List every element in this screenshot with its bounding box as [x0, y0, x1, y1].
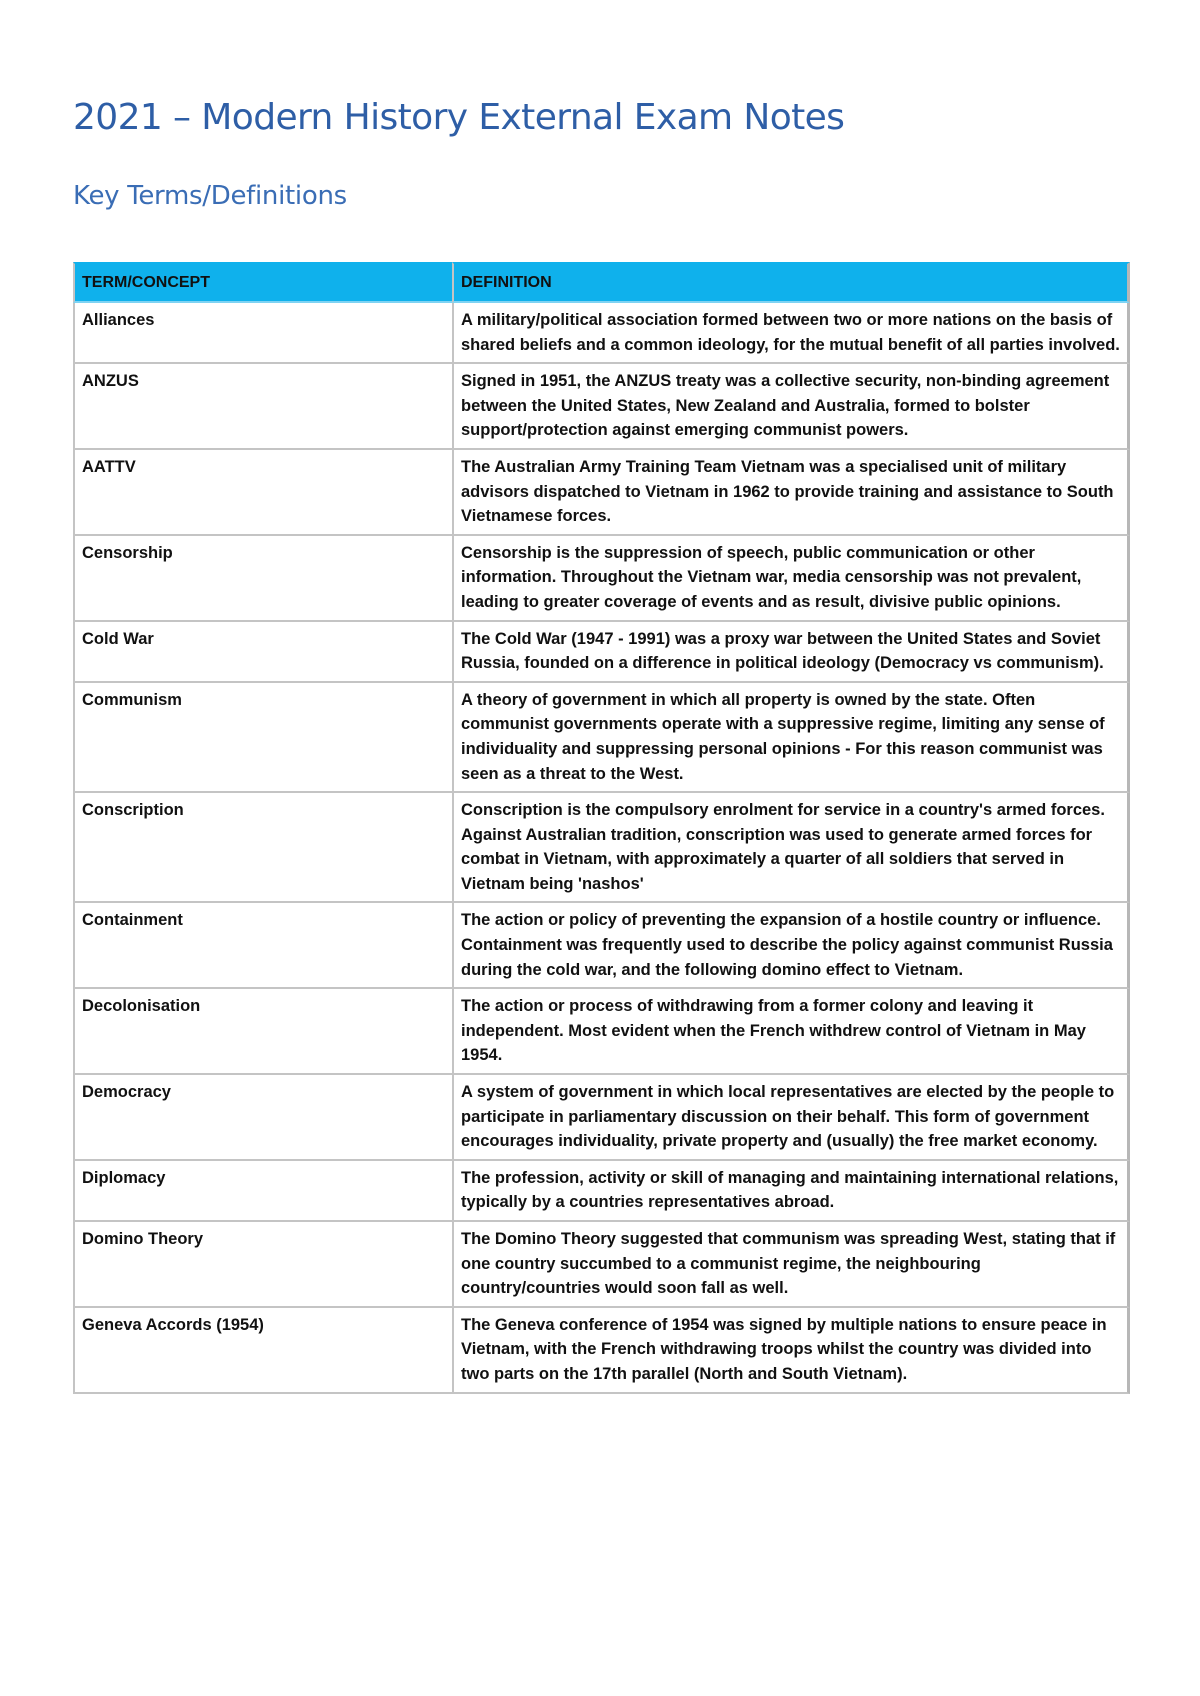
term-cell: Domino Theory [73, 1222, 452, 1308]
table-row [73, 1222, 1130, 1308]
term-cell: Alliances [73, 303, 452, 364]
section-subtitle: Key Terms/Definitions [73, 181, 347, 211]
definition-cell: The action or policy of preventing the expansion of a hostile country or influence. Containment was frequently used to describe the policy against communist Russia during the cold war, and the following domino effect to Vietnam. [452, 903, 1130, 989]
term-cell: Diplomacy [73, 1161, 452, 1222]
table-row [73, 683, 1130, 793]
definition-cell: A military/political association formed between two or more nations on the basis of shared beliefs and a common ideology, for the mutual benefit of all parties involved. [452, 303, 1130, 364]
table-row [73, 364, 1130, 450]
table-row [73, 450, 1130, 536]
terms-table [73, 262, 1130, 1394]
definition-cell: The Geneva conference of 1954 was signed by multiple nations to ensure peace in Vietnam, with the French withdrawing troops whilst the country was divided into two parts on the 17th parallel (North and South Vietnam). [452, 1308, 1130, 1394]
table-row [73, 1308, 1130, 1394]
term-cell: Containment [73, 903, 452, 989]
table-header-row [73, 262, 1130, 303]
page-title: 2021 – Modern History External Exam Notes [73, 97, 845, 138]
terms-table-body [73, 303, 1130, 1394]
definition-cell: The action or process of withdrawing from a former colony and leaving it independent. Most evident when the French withdrew control of Vietnam in May 1954. [452, 989, 1130, 1075]
table-row [73, 903, 1130, 989]
definition-cell: Conscription is the compulsory enrolment for service in a country's armed forces. Against Australian tradition, conscription was used to generate armed forces for combat in Vietnam, with approximately a quarter of all soldiers that served in Vietnam being 'nashos' [452, 793, 1130, 903]
table-row [73, 793, 1130, 903]
header-definition: DEFINITION [452, 262, 1130, 303]
definition-cell: The profession, activity or skill of managing and maintaining international relations, typically by a countries representatives abroad. [452, 1161, 1130, 1222]
term-cell: AATTV [73, 450, 452, 536]
term-cell: ANZUS [73, 364, 452, 450]
table-row [73, 1161, 1130, 1222]
term-cell: Cold War [73, 622, 452, 683]
definition-cell: A system of government in which local representatives are elected by the people to participate in parliamentary discussion on their behalf. This form of government encourages individuality, private property and (usually) the free market economy. [452, 1075, 1130, 1161]
table-row [73, 989, 1130, 1075]
term-cell: Democracy [73, 1075, 452, 1161]
term-cell: Conscription [73, 793, 452, 903]
header-term-concept: TERM/CONCEPT [73, 262, 452, 303]
table-row [73, 536, 1130, 622]
definition-cell: Signed in 1951, the ANZUS treaty was a collective security, non-binding agreement between the United States, New Zealand and Australia, formed to bolster support/protection against emerging communist powers. [452, 364, 1130, 450]
table-row [73, 1075, 1130, 1161]
definition-cell: The Domino Theory suggested that communism was spreading West, stating that if one country succumbed to a communist regime, the neighbouring country/countries would soon fall as well. [452, 1222, 1130, 1308]
definition-cell: The Cold War (1947 - 1991) was a proxy war between the United States and Soviet Russia, founded on a difference in political ideology (Democracy vs communism). [452, 622, 1130, 683]
table-row [73, 622, 1130, 683]
definition-cell: A theory of government in which all property is owned by the state. Often communist governments operate with a suppressive regime, limiting any sense of individuality and suppressing personal opinions - For this reason communist was seen as a threat to the West. [452, 683, 1130, 793]
term-cell: Communism [73, 683, 452, 793]
term-cell: Decolonisation [73, 989, 452, 1075]
term-cell: Censorship [73, 536, 452, 622]
table-row [73, 303, 1130, 364]
definition-cell: Censorship is the suppression of speech, public communication or other information. Throughout the Vietnam war, media censorship was not prevalent, leading to greater coverage of events and as result, divisive public opinions. [452, 536, 1130, 622]
definition-cell: The Australian Army Training Team Vietnam was a specialised unit of military advisors dispatched to Vietnam in 1962 to provide training and assistance to South Vietnamese forces. [452, 450, 1130, 536]
term-cell: Geneva Accords (1954) [73, 1308, 452, 1394]
